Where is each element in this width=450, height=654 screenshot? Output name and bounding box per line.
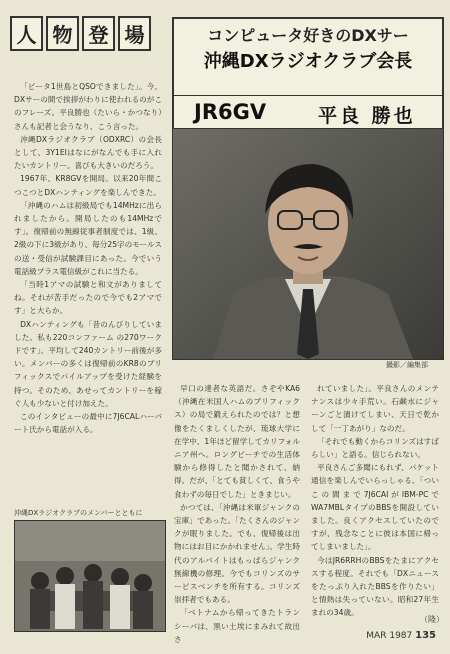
section-char: 物 — [46, 16, 79, 51]
paragraph: 平良さんご多聞にもれず、パケット通信を楽しんでいらっしゃる。「ついこの間まで7J6CAIがIBM-PCでWA7MBLタイプのBBSを開設していました。良くアクセスしていたのですが、残念なことに彼は本国に帰ってしまいました」。 — [311, 463, 439, 552]
paragraph: 「ベトナムから帰ってきたトランシーバは、黒い土埃にまみれて故出さ — [174, 608, 300, 644]
section-char: 人 — [10, 16, 43, 51]
callsign: JR6GV — [194, 100, 267, 124]
paragraph: 「ピータ1世島とQSOできました」。今、DXサーの間で挨拶がわりに使われるのがこのフレーズ。平良勝也（たいら・かつなり）さんも記者と会うなり、こう言った。 — [14, 82, 162, 131]
page-number: 135 — [415, 630, 436, 641]
group-photo-illustration — [15, 521, 165, 631]
section-header — [10, 16, 151, 51]
middle-column — [174, 382, 300, 646]
paragraph: 早口の達者な英語だ。さぞやKA6（沖縄在米国人ハムのブリフィックス）の局で鍛えられたのでは？と想像をたくましくしたが、琉球大学に在学中、1年ほど留学してカリフォルニア州へ。ロングビーチでの生活体験から修得したと聞かされて、納得。だが、「とても貧しくて、食うや食わずの毎日でした」ときまじい。 — [174, 384, 300, 499]
paragraph: 「沖縄のハムは初級局でも14MHzに出られましたから。開局したのも14MHzです」。復帰前の無線従事者制度では、1級、2級の下に3級があり、毎分25字のモールスの送・受信が試験課目にあった。今でいう電話級プラス電信級がこれに当たる。 — [14, 200, 162, 276]
paragraph: DXハンティングも「昔のんびりしていました。私も220コンファーム の270ワークドです」。平均して240カントリー前後が多い。メンバーの多くは復帰前のKR8のブリフィックスでパイルアップを受けた経験を持つ。そのため、あせってカントリーを稼ぐ人も少ないと付け加えた。 — [14, 319, 162, 408]
paragraph: れていました」。平良さんのメンテナンスは少々手荒い。石鹸水にジャーンごと漬けてしまい、天日で乾かして「一丁あがり」なのだ。 — [311, 384, 439, 433]
article-title-box — [172, 17, 444, 99]
footer-year: 1987 — [389, 631, 413, 641]
section-char: 場 — [118, 16, 151, 51]
photo-credit: 撮影／編集部 — [386, 361, 428, 369]
person-name: 平良 勝也 — [318, 105, 416, 127]
footer-month: MAR — [366, 631, 387, 641]
portrait-photo — [172, 128, 444, 360]
sub-photo-caption: 沖縄DXラジオクラブのメンバーとともに — [14, 509, 143, 517]
paragraph: 「それでも動くからコリンズはすばらしい」と語る。信じられない。 — [311, 436, 439, 460]
paragraph: 1967年、KR8GVを開局。以来20年間こつこつとDXハンティングを楽しんできた。 — [14, 174, 162, 197]
paragraph: 沖縄DXラジオクラブ（ODXRC）の会長として、3Y1EIはなにがなんでも手に入れたいカントリー。喜びも大きいのだろう。 — [14, 134, 162, 171]
name-box — [172, 95, 444, 130]
paragraph: 今はJR6RRHのBBSをたまにアクセスする程度。それでも「DXニュースをたっぷり入れたBBSを作りたい」と情熱は失っていない。昭和27年生まれの34歳。 — [311, 555, 439, 618]
paragraph: このインタビューの最中に7J6CALハーバート氏から電話が入る。 — [14, 412, 162, 435]
group-photo — [14, 520, 166, 632]
article-title-line1: コンピュータ好きのDXサー — [207, 26, 409, 45]
right-column — [311, 382, 439, 620]
author-mark: （隆） — [420, 615, 444, 624]
portrait-illustration — [173, 129, 443, 359]
section-char: 登 — [82, 16, 115, 51]
article-title-line2: 沖縄DXラジオクラブ会長 — [203, 51, 413, 72]
paragraph: 「当時1アマの試験と和文がありましてね。それが苦手だったので今でも2アマです」と大らか。 — [14, 280, 162, 316]
paragraph: かつては、「沖縄は米軍ジャンクの宝庫」であった。「たくさんのジャンクが眠りました。でも、復帰後は出物にはお目にかかれません」。学生時代のアルバイトはもっぱらジャンク無線機の修理。今でもコリンズのサービスベンチを所有する。コリンズ崇拝者でもある。 — [174, 502, 300, 605]
left-column — [14, 80, 162, 436]
page-footer — [366, 630, 436, 641]
